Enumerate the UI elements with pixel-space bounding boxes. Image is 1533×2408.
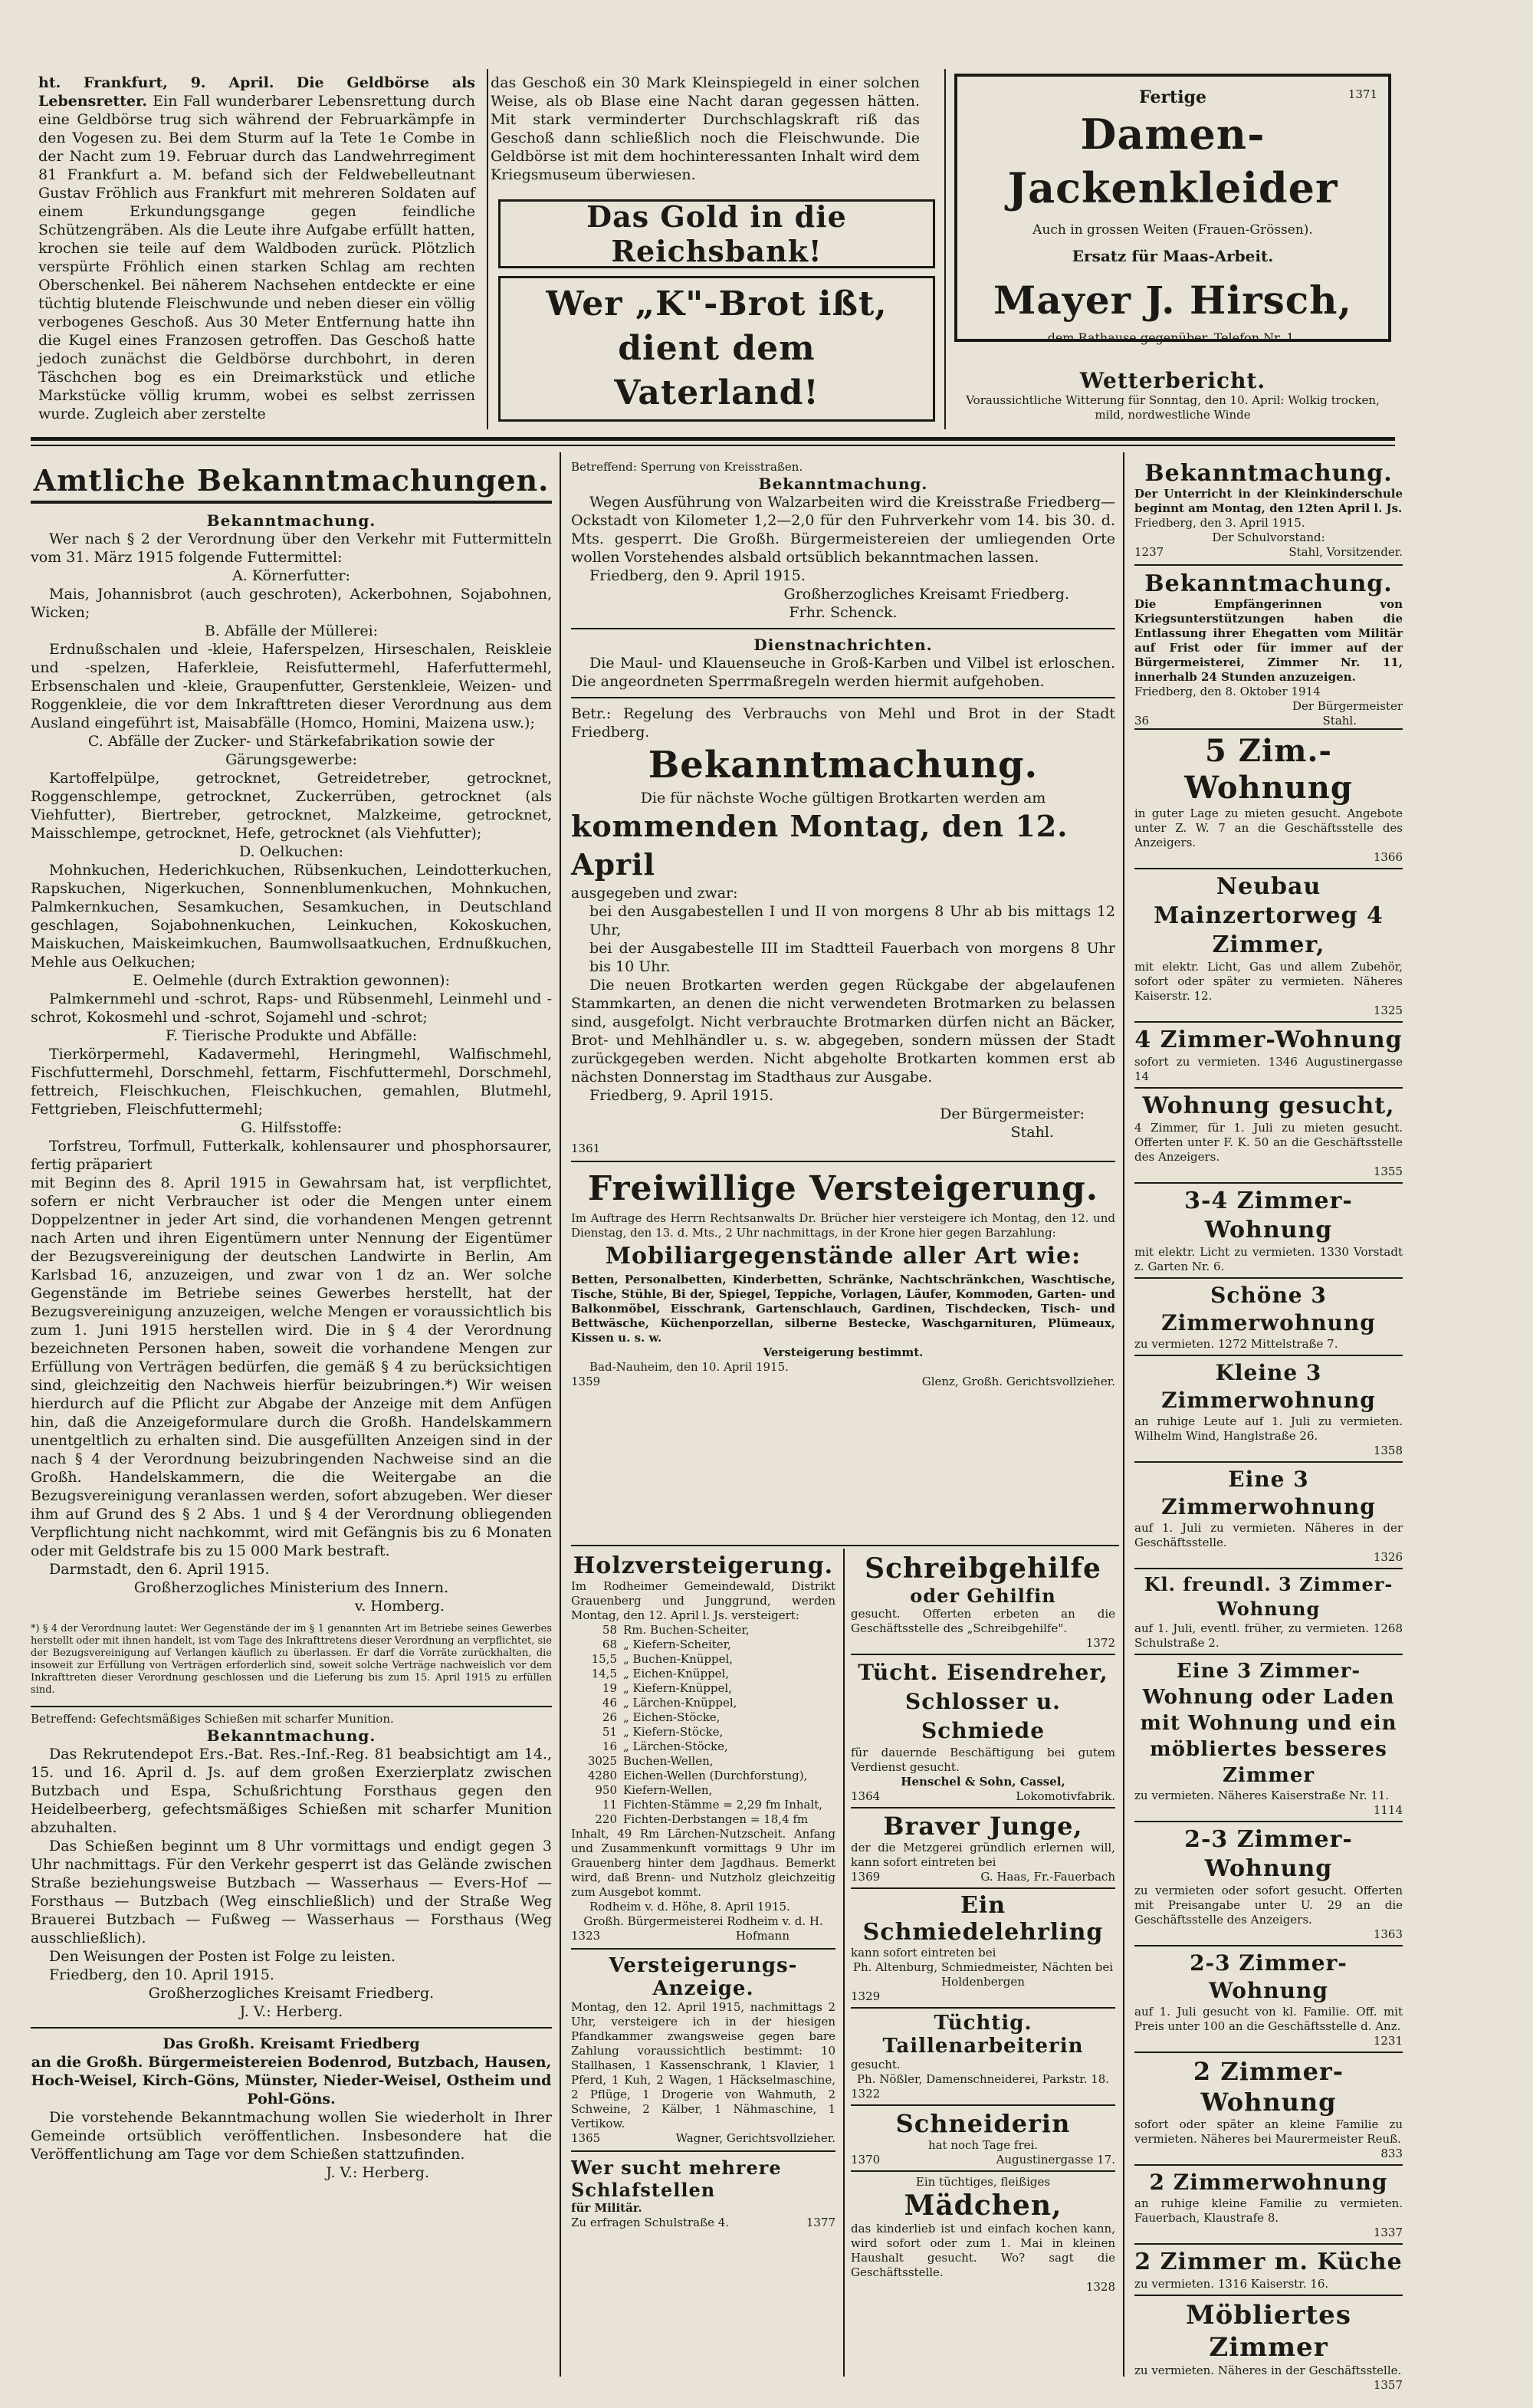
bek2-title: Bekanntmachung. xyxy=(1144,570,1393,597)
holz-column xyxy=(571,1552,835,2377)
holz-item: „ Eichen-Stöcke, xyxy=(623,1710,721,1724)
bek2-text3: Den Weisungen der Posten ist Folge zu leisten. xyxy=(49,1948,396,1965)
bek1-intro: Wer nach § 2 der Verordnung über den Verkehr mit Futtermitteln vom 31. März 1915 folgende Futtermittel: xyxy=(31,531,552,566)
bek1-place: Darmstadt, den 6. April 1915. xyxy=(49,1561,270,1578)
bek2-title: Bekanntmachung. xyxy=(206,1726,376,1745)
verst-title: Freiwillige Versteigerung. xyxy=(587,1169,1099,1208)
article-text: Ein Fall wunderbarer Lebensrettung durch eine Geldbörse trug sich während der Februarkämpfe in den Vogesen zu. Bei dem Sturm auf la Tete 1e Combe in der Nacht zum 19. Februar durch das Landwehrregiment 81 Frankfurt a. M. befand sich der Feldwebelleutnant Gustav Fröhlich aus Frankfurt mit mehreren Soldaten auf einem Erkundungsgange gegen feindliche Schützengräben. Als die Leute ihre Aufgabe erfüllt hatten, krochen sie teile auf dem Waldboden zurück. Plötzlich verspürte Fröhlich einen starken Schlag am rechten Oberschenkel. Bei näherem Nachsehen entdeckte er eine tüchtig blutende Fleischwunde und neben dieser ein völlig verbogenes Geschoß. Aus 30 Meter Entfernung hatte ihn die Kugel eines Franzosen getroffen. Das Geschoß hatte jedoch zunächst die Geldbörse durchbohrt, in deren Täschchen bog es ein Dreimarkstück und etliche Markstücke völlig krumm, wobei es selbst zerrissen wurde. Zugleich aber zerstelte xyxy=(38,93,475,422)
schmied-number: 1329 xyxy=(851,1989,881,2003)
frankfurt-article xyxy=(38,74,475,434)
divider xyxy=(851,1887,1115,1889)
classified-ad-text: zu vermieten. Näheres in der Geschäftsstelle. xyxy=(1134,2364,1402,2377)
verst-items: Betten, Personalbetten, Kinderbetten, Schränke, Nachtschränkchen, Waschtische, Tische, Stühle, Bi der, Spiegel, Teppiche, Vorlagen, Läufer, Kommoden, Garten- und Balkonmöbel, Eisschrank, Gartenschlauch, Gardinen, Tischdecken, Tisch- und Bettwäsche, Küchenporzellan, silberne Bestecke, Waschgarnituren, Plümeaux, Kissen u. s. w. xyxy=(571,1273,1115,1345)
divider xyxy=(851,1654,1115,1655)
eisen-firm: Henschel & Sohn, Cassel, xyxy=(901,1775,1065,1789)
betr2: Betr.: Regelung des Verbrauchs von Mehl und Brot in der Stadt Friedberg. xyxy=(571,705,1115,741)
bek1-name: Stahl, Vorsitzender. xyxy=(1288,545,1403,559)
classified-ad xyxy=(1134,1945,1403,2052)
bek1-title: Bekanntmachung. xyxy=(206,511,376,530)
classified-ad-title: 2-3 Zimmer-Wohnung xyxy=(1190,1950,1348,2003)
holz-quantity: 46 xyxy=(602,1696,617,1710)
holz-quantity: 14,5 xyxy=(591,1667,617,1680)
bek2-number: 1361 xyxy=(571,1142,601,1155)
holz-row xyxy=(571,1725,835,1739)
divider xyxy=(31,1706,552,1707)
article-cont-text: das Geschoß ein 30 Mark Kleinspiegeld in einer solchen Weise, als ob Blase eine Nacht daran gegessen hätten. Mit stark verminderter Durchschlagskraft riß das Geschoß dann schließlich noch die Fleischwunde. Die Geldbörse ist mit dem hochinteressanten Inhalt wird dem Kriegsmuseum überwiesen. xyxy=(491,74,920,183)
classified-ad-title: Wohnung gesucht, xyxy=(1142,1092,1395,1119)
holz-quantity: 3025 xyxy=(587,1754,617,1768)
holz-row xyxy=(571,1739,835,1754)
section-title: Amtliche Bekanntmachungen. xyxy=(31,460,552,504)
weather-title: Wetterbericht. xyxy=(1079,368,1266,393)
classified-ad xyxy=(1134,1182,1403,1277)
holz-quantity: 950 xyxy=(595,1783,617,1797)
eisen-text: für dauernde Beschäftigung bei gutem Verdienst gesucht. xyxy=(851,1746,1115,1774)
classified-ad xyxy=(1134,1821,1403,1945)
classified-ad-title: Schöne 3 Zimmerwohnung xyxy=(1161,1283,1376,1335)
junge-text: der die Metzgerei gründlich erlernen will, kann sofort eintreten bei xyxy=(851,1841,1115,1869)
holz-quantity: 4280 xyxy=(587,1769,617,1782)
divider xyxy=(571,2150,835,2152)
schlaf-number: 1377 xyxy=(806,2216,835,2229)
top-double-rule xyxy=(31,437,1395,441)
bek1-title: Bekanntmachung. xyxy=(1144,460,1393,487)
schreib-title: Schreibgehilfe xyxy=(865,1552,1101,1585)
holz-row xyxy=(571,1681,835,1696)
holz-item: Eichen-Wellen (Durchforstung), xyxy=(623,1769,808,1782)
divider xyxy=(571,628,1115,629)
ad-fertige: Fertige xyxy=(1139,87,1206,107)
classified-ad-text: an ruhige Leute auf 1. Juli zu vermieten. Wilhelm Wind, Hanglstraße 26. xyxy=(1134,1414,1403,1443)
col-divider-3 xyxy=(560,452,561,2377)
schneid-text: hat noch Tage frei. xyxy=(927,2138,1039,2152)
holz-quantity: 15,5 xyxy=(591,1652,617,1666)
holz-quantity: 11 xyxy=(602,1798,617,1812)
holz-number: 1323 xyxy=(571,1929,601,1943)
section-d-text: Mohnkuchen, Hederichkuchen, Rübsenkuchen, Leindotterkuchen, Rapskuchen, Nigerkuchen, Sonnenblumenkuchen, Mohnkuchen, Palmkernkuchen, Sesamkuchen, Sesamkuchen, in Deutschland geschlagen, Sojabohnenkuchen, Leinkuchen, Kokoskuchen, Maiskuchen, Maiskeimkuchen, Baumwollsaatkuchen, Erdnußkuchen, Mehle aus Oelkuchen; xyxy=(31,862,552,971)
schlaf-address: Zu erfragen Schulstraße 4. xyxy=(571,2216,730,2229)
holz-row xyxy=(571,1754,835,1769)
bek2-date: kommenden Montag, den 12. April xyxy=(571,809,1069,882)
bek2-name: Stahl. xyxy=(1322,714,1357,728)
bek1-place: Friedberg, den 3. April 1915. xyxy=(1134,516,1305,530)
bek1-text: Wegen Ausführung von Walzarbeiten wird die Kreisstraße Friedberg—Ockstadt von Kilometer 1,2—2,0 für den Fuhrverkehr vom 14. bis 30. d. Mts. gesperrt. Die Großh. Bürgermeistereien der umliegenden Orte wollen Vorstehendes alsbald ortsüblich bekanntmachen lassen. xyxy=(571,494,1115,566)
section-d-title: D. Oelkuchen: xyxy=(238,843,344,860)
holz-item: Rm. Buchen-Scheiter, xyxy=(623,1623,750,1637)
classified-ad xyxy=(1134,2295,1403,2396)
verst-bestimmt: Versteigerung bestimmt. xyxy=(763,1345,924,1359)
ad-subtitle: Auch in grossen Weiten (Frauen-Grössen). xyxy=(1032,222,1313,238)
classified-ad-title: 4 Zimmer-Wohnung xyxy=(1134,1027,1403,1053)
brot-slogan-box xyxy=(498,276,935,422)
classified-ad xyxy=(1134,728,1403,868)
holz-item: „ Kiefern-Scheiter, xyxy=(623,1638,731,1651)
verst2-text: Montag, den 12. April 1915, nachmittags 2 Uhr, versteigere ich in der hiesigen Pfandkammer zwangsweise gegen bare Zahlung voraussichtlich bestimmt: 10 Stallhasen, 1 Kassenschrank, 1 Klavier, 1 Pferd, 1 Kuh, 2 Wagen, 1 Häckselmaschine, 2 Pflüge, 1 Drogerie von Wahmuth, 2 Schweine, 2 Kälber, 1 Nähmaschine, 1 Vertikow. xyxy=(571,2000,835,2130)
classified-ad-title: Eine 3 Zimmerwohnung xyxy=(1161,1467,1376,1519)
classified-ad-title: Neubau Mainzertorweg 4 Zimmer, xyxy=(1154,873,1384,958)
classified-ad-text: zu vermieten. Näheres Kaiserstraße Nr. 11. xyxy=(1134,1789,1390,1802)
classified-ad-number: 1355 xyxy=(1373,1165,1403,1178)
classified-ad-title: 2-3 Zimmer-Wohnung xyxy=(1184,1826,1353,1882)
classified-ad-title: 5 Zim.-Wohnung xyxy=(1184,733,1353,806)
divider xyxy=(571,1161,1115,1162)
holz-item: „ Kiefern-Knüppel, xyxy=(623,1681,732,1695)
classified-ad xyxy=(1134,1277,1403,1355)
holz-row xyxy=(571,1652,835,1667)
hirsch-ad xyxy=(954,74,1391,345)
divider xyxy=(851,2007,1115,2009)
bek2-text2: Das Schießen beginnt um 8 Uhr vormittags und endigt gegen 3 Uhr nachmittags. Für den Verkehr gesperrt ist das Gelände zwischen Straße beziehungsweise Butzbach — Wasserhaus — Evers-Hof — Forsthaus — Butzbach (Weg einschließlich) und der Straße Weg Brauerei Butzbach — Fußweg — Wasserhaus — Forsthaus (Weg ausschließlich). xyxy=(31,1838,552,1946)
holz-text: Inhalt, 49 Rm Lärchen-Nutzscheit. Anfang und Zusammenkunft vormittags 9 Uhr im Grauenberg hinter dem Jagdhaus. Bemerkt wird, daß Brenn- und Nutzholz gleichzeitig zum Ausgebot kommt. xyxy=(571,1827,835,1899)
schlaf-text: für Militär. xyxy=(571,2201,642,2215)
section-c-title: C. Abfälle der Zucker- und Stärkefabrikation sowie der Gärungsgewerbe: xyxy=(87,733,495,768)
notices-column xyxy=(571,460,1115,1541)
holz-row xyxy=(571,1638,835,1652)
bek1-text: Der Unterricht in der Kleinkinderschule beginnt am Montag, den 12ten April l. Js. xyxy=(1134,487,1403,515)
holz-row xyxy=(571,1710,835,1725)
classified-ad-number: 833 xyxy=(1380,2147,1403,2160)
classified-ad-text: zu vermieten oder sofort gesucht. Offerten mit Preisangabe unter U. 29 an die Geschäftsstelle des Anzeigers. xyxy=(1134,1884,1403,1927)
classified-ad-title: Möbliertes Zimmer xyxy=(1186,2300,1351,2363)
classified-ad-title: 2 Zimmerwohnung xyxy=(1149,2170,1388,2195)
classified-ad-title: Eine 3 Zimmer-Wohnung oder Laden mit Wohnung und ein möbliertes besseres Zimmer xyxy=(1140,1660,1397,1787)
classified-ad xyxy=(1134,1355,1403,1461)
eisen-title: Tücht. Eisendreher, Schlosser u. Schmiede xyxy=(858,1660,1108,1743)
verst2-title: Versteigerungs-Anzeige. xyxy=(609,1954,798,2000)
schmied-firm: Ph. Altenburg, Schmiedmeister, Nächten bei Holdenbergen xyxy=(852,1960,1114,1989)
classified-ad-number: 1231 xyxy=(1373,2034,1403,2048)
holz-sign: Großh. Bürgermeisterei Rodheim v. d. H. xyxy=(583,1914,823,1928)
classified-ad xyxy=(1134,868,1403,1021)
ad-ersatz: Ersatz für Maas-Arbeit. xyxy=(1072,247,1274,265)
junge-firm: G. Haas, Fr.-Fauerbach xyxy=(980,1870,1115,1884)
classified-ad-number: 1326 xyxy=(1373,1550,1403,1564)
amtliche-column xyxy=(31,460,552,2377)
classified-ad xyxy=(1134,1461,1403,1568)
holz-item: „ Kiefern-Stöcke, xyxy=(623,1725,724,1739)
holz-row xyxy=(571,1667,835,1681)
taille-text: gesucht. xyxy=(851,2058,901,2071)
bek2-title: Bekanntmachung. xyxy=(648,744,1039,787)
holz-item: „ Buchen-Knüppel, xyxy=(623,1652,734,1666)
section-f-text: Tierkörpermehl, Kadavermehl, Heringmehl, Walfischmehl, Fischfuttermehl, Dorschmehl, fettarm, Fischfuttermehl, Dorschmehl, fettreich, Fleischkuchen, Fleischkuchen, gemahlen, Blutmehl, Fettgrieben, Fleischfuttermehl; xyxy=(31,1046,552,1118)
bek1-signature1: Großherzogliches Ministerium des Innern. xyxy=(133,1579,449,1596)
bek2-number: 36 xyxy=(1134,714,1150,728)
classified-ad xyxy=(1134,2243,1403,2295)
classified-ad-text: zu vermieten. 1316 Kaiserstr. 16. xyxy=(1134,2277,1329,2291)
madchen-intro: Ein tüchtiges, fleißiges xyxy=(915,2175,1051,2189)
classified-ad-title: 3-4 Zimmer-Wohnung xyxy=(1184,1188,1353,1243)
holz-quantity: 51 xyxy=(602,1725,617,1739)
holz-item: Buchen-Wellen, xyxy=(623,1754,714,1768)
section-c-text: Kartoffelpülpe, getrocknet, Getreidetreber, getrocknet, Roggenschlempe, getrocknet, Zuckerrüben, getrocknet (als Viehfutter), Biertreber, getrocknet, Malzkeime, getrocknet, Maisschlempe, getrocknet, Hefe, getrocknet (als Viehfutter); xyxy=(31,770,552,842)
madchen-number: 1328 xyxy=(1085,2280,1115,2294)
classifieds-column xyxy=(1134,460,1403,2392)
holz-quantity: 26 xyxy=(602,1710,617,1724)
classified-ad-number: 1325 xyxy=(1373,1004,1403,1017)
bek1-number: 1237 xyxy=(1134,545,1164,559)
bek2-sign1: Der Bürgermeister: xyxy=(940,1105,1085,1122)
classified-ad-title: Kl. freundl. 3 Zimmer-Wohnung xyxy=(1144,1573,1393,1620)
newspaper-page xyxy=(31,46,1410,2392)
dienst-title: Dienstnachrichten. xyxy=(753,636,933,654)
classified-ads xyxy=(1134,728,1403,2396)
section-a-title: A. Körnerfutter: xyxy=(232,567,350,584)
bek1-title: Bekanntmachung. xyxy=(758,475,928,493)
bek1-main-text: mit Beginn des 8. April 1915 in Gewahrsam hat, ist verpflichtet, sofern er nicht Verbraucher ist oder die Mengen unter einem Doppelzentner in jeder Art sind, die vorhandenen Mengen getrennt nach Arten und ihren Eigentümern unter Nennung der Eigentümer der Bezugsvereinigung der deutschen Landwirte in Berlin, Am Karlsbad 16, anzuzeigen, und zwar von 1 dz an. Wer solche Gegenstände im Betriebe seines Gewerbes herstellt, hat der Bezugsvereinigung anzuzeigen, welche Mengen er voraussichtlich bis zum 1. Juni 1915 herstellen wird. Die in § 4 der Verordnung bezeichneten Personen haben, soweit die vorhandene Mengen zur Erfüllung von Verträgen bedürfen, die gemäß § 4 zu berücksichtigen sind, gleichzeitig den Nachweis hierfür beizubringen.*) Wir weisen hierdurch auf die Pflicht zur Abgabe der Anzeige mit dem Anfügen hin, daß die Anzeigeformulare durch die Großh. Handelskammern unentgeltlich zu erhalten sind. Die ausgefüllten Anzeigen sind in der nach § 4 der Verordnung beizubringenden Nachweise sind an die Großh. Handelskammern, die die Weitergabe an die Bezugsvereinigung veranlassen werden, sofort abzugeben. Wer dieser ihm auf Grund des § 2 Abs. 1 und § 4 der Verordnung obliegenden Verpflichtung nicht nachkommt, wird mit Gefängnis bis zu 6 Monaten oder mit Geldstrafe bis zu 15 000 Mark bestraft. xyxy=(31,1174,552,1559)
classified-ad xyxy=(1134,1021,1403,1087)
section-e-text: Palmkernmehl und -schrot, Raps- und Rübsenmehl, Leinmehl und -schrot, Kokosmehl und -schrot, Sojamehl und -schrot; xyxy=(31,990,552,1026)
schmied-title: Ein Schmiedelehrling xyxy=(862,1892,1104,1946)
divider xyxy=(851,2170,1115,2172)
junge-title: Braver Junge, xyxy=(883,1812,1083,1841)
verst2-sign: Wagner, Gerichtsvollzieher. xyxy=(675,2131,835,2145)
holz-item: Fichten-Derbstangen = 18,4 fm xyxy=(623,1812,809,1826)
bek2-line2: bei den Ausgabestellen I und II von morgens 8 Uhr ab bis mittags 12 Uhr, xyxy=(589,903,1115,938)
bek2-place: Friedberg, den 10. April 1915. xyxy=(49,1966,274,1983)
classified-ad-text: mit elektr. Licht, Gas und allem Zubehör, sofort oder später zu vermieten. Näheres Kaiserstr. 12. xyxy=(1134,960,1403,1003)
bek2-place: Friedberg, den 8. Oktober 1914 xyxy=(1134,685,1321,698)
ad-address: dem Rathause gegenüber. Telefon Nr. 1. xyxy=(1047,330,1298,345)
bek2-line1: ausgegeben und zwar: xyxy=(571,885,738,902)
verst-place: Bad-Nauheim, den 10. April 1915. xyxy=(589,1360,789,1374)
holz-quantity: 19 xyxy=(602,1681,617,1695)
section-b-text: Erdnußschalen und -kleie, Haferspelzen, Hirseschalen, Reiskleie und -spelzen, Haferkleie, Reisfuttermehl, Haferfuttermehl, Erbsenschalen und -kleie, Graupenfutter, Gerstenkleie, Weizen- und Roggenkleie, die vor dem Inkrafttreten dieser Verordnung aus dem Ausland eingeführt ist, Maisabfälle (Homco, Homini, Maizena usw.); xyxy=(31,641,552,731)
ad-firm: Mayer J. Hirsch, xyxy=(993,278,1352,323)
divider xyxy=(1134,564,1403,566)
schmied-text: kann sofort eintreten bei xyxy=(851,1946,996,1960)
ad-title: Damen-Jackenkleider xyxy=(1007,110,1338,212)
bek2-intro: Die für nächste Woche gültigen Brotkarten werden am xyxy=(640,790,1046,806)
classified-ad-text: mit elektr. Licht zu vermieten. 1330 Vorstadt z. Garten Nr. 6. xyxy=(1134,1245,1403,1273)
schneid-address: Augustinergasse 17. xyxy=(996,2153,1115,2167)
holz-item: Kiefern-Wellen, xyxy=(623,1783,713,1797)
schreib-number: 1372 xyxy=(1085,1636,1115,1650)
classified-ad-number: 1366 xyxy=(1373,850,1403,864)
article-title: Die Geldbörse als Lebensretter. xyxy=(38,74,475,110)
top-rule-thin xyxy=(31,445,1395,446)
holz-title: Holzversteigerung. xyxy=(573,1552,834,1579)
madchen-text: das kinderlieb ist und einfach kochen kann, wird sofort oder zum 1. Mai in kleinen Haushalt gesucht. Wo? sagt die Geschäftsstelle. xyxy=(851,2222,1115,2279)
schreib-subtitle: oder Gehilfin xyxy=(910,1585,1056,1607)
taille-firm: Ph. Nößler, Damenschneiderei, Parkstr. 18. xyxy=(856,2072,1110,2086)
col-divider-5 xyxy=(843,1549,845,2377)
classified-ad-text: auf 1. Juli gesucht von kl. Familie. Off. mit Preis unter 100 an die Geschäftsstelle d. Anz. xyxy=(1134,2005,1403,2033)
classified-ad-text: zu vermieten. 1272 Mittelstraße 7. xyxy=(1134,1337,1338,1351)
classified-ad-text: an ruhige kleine Familie zu vermieten. Fauerbach, Klaustrafe 8. xyxy=(1134,2196,1403,2225)
col-divider-1 xyxy=(487,69,488,429)
schneid-number: 1370 xyxy=(851,2153,881,2167)
holz-list xyxy=(571,1623,835,1827)
section-a-text: Mais, Johannisbrot (auch geschroten), Ackerbohnen, Sojabohnen, Wicken; xyxy=(31,586,552,621)
bek2-text: Die Empfängerinnen von Kriegsunterstützungen haben die Entlassung ihrer Ehegatten vom Militär auf Frist oder für immer auf der Bürgermeisterei, Zimmer Nr. 11, innerhalb 24 Stunden anzuzeigen. xyxy=(1134,597,1403,684)
holz-name: Hofmann xyxy=(735,1929,789,1943)
bek2-text: Die neuen Brotkarten werden gegen Rückgabe der abgelaufenen Stammkarten, an denen die nicht verwendeten Brotmarken zu belassen sind, ausgefolgt. Nicht verbrauchte Brotmarken dürfen nicht an Bäcker, Brot- und Mehlhändler u. s. w. abgegeben, sondern müssen der Stadt zurückgegeben werden. Nicht abgeholte Brotkarten kommen erst ab nächsten Donnerstag im Stadthaus zur Ausgabe. xyxy=(571,977,1115,1086)
verst-intro: Im Auftrage des Herrn Rechtsanwalts Dr. Brücher hier versteigere ich Montag, den 12. und Dienstag, den 13. d. Mts., 2 Uhr nachmittags, in der Krone hier gegen Barzahlung: xyxy=(571,1211,1115,1240)
holz-row xyxy=(571,1769,835,1783)
bek2-signature2: J. V.: Herberg. xyxy=(239,2003,343,2020)
bek3-text: Die vorstehende Bekanntmachung wollen Sie wiederholt in Ihrer Gemeinde ortsüblich veröffentlichen. Insbesondere hat die Veröffentlichung am Tage vor dem Schießen stattzufinden. xyxy=(31,2109,552,2163)
bek3-head2: an die Großh. Bürgermeistereien Bodenrod, Butzbach, Hausen, Hoch-Weisel, Kirch-Göns, Münster, Nieder-Weisel, Ostheim und Pohl-Göns. xyxy=(31,2054,552,2107)
divider xyxy=(571,1948,835,1950)
col-divider-2 xyxy=(944,69,946,429)
classified-ad-text: auf 1. Juli zu vermieten. Näheres in der Geschäftsstelle. xyxy=(1134,1521,1403,1549)
classified-ad xyxy=(1134,1087,1403,1182)
holz-quantity: 58 xyxy=(602,1623,617,1637)
classified-ad-text: sofort zu vermieten. 1346 Augustinergasse 14 xyxy=(1134,1055,1403,1083)
frankfurt-article-cont xyxy=(491,74,920,189)
holz-item: „ Lärchen-Knüppel, xyxy=(623,1696,737,1710)
weather-text: Voraussichtliche Witterung für Sonntag, den 10. April: Wolkig trocken, mild, nordwestliche Winde xyxy=(966,393,1380,422)
classified-ad xyxy=(1134,2052,1403,2164)
holz-quantity: 68 xyxy=(602,1638,617,1651)
section-g-text: Torfstreu, Torfmull, Futterkalk, kohlensaurer und phosphorsaurer, fertig präpariert xyxy=(31,1138,552,1173)
bek2-betreff: Betreffend: Gefechtsmäßiges Schießen mit scharfer Munition. xyxy=(31,1712,394,1726)
classified-ad-title: 2 Zimmer-Wohnung xyxy=(1193,2057,1344,2117)
holz-place: Rodheim v. d. Höhe, 8. April 1915. xyxy=(589,1900,790,1914)
bek2-text1: Das Rekrutendepot Ers.-Bat. Res.-Inf.-Reg. 81 beabsichtigt am 14., 15. und 16. April d. Js. auf dem großen Exerzierplatz zwischen Butzbach und Espa, Schußrichtung Forsthaus gegen den Heidelbeerberg, gefechtsmäßiges Schießen mit scharfer Munition abzuhalten. xyxy=(31,1746,552,1836)
holz-row xyxy=(571,1798,835,1812)
classified-ad-text: in guter Lage zu mieten gesucht. Angebote unter Z. W. 7 an die Geschäftsstelle des Anzeigers. xyxy=(1134,806,1403,849)
jobs-column xyxy=(851,1552,1115,2377)
schlaf-title: Wer sucht mehrere Schlafstellen xyxy=(571,2157,782,2201)
schneid-title: Schneiderin xyxy=(895,2109,1071,2138)
classified-ad xyxy=(1134,2164,1403,2243)
divider xyxy=(571,697,1115,698)
divider xyxy=(31,2027,552,2029)
bek1-sign1: Großherzogliches Kreisamt Friedberg. xyxy=(783,586,1069,603)
classified-ad-number: 1357 xyxy=(1373,2378,1403,2392)
taille-title: Tüchtig. Taillenarbeiterin xyxy=(882,2012,1084,2058)
col-divider-4 xyxy=(1123,452,1124,2377)
holz-item: Fichten-Stämme = 2,29 fm Inhalt, xyxy=(623,1798,823,1812)
bek2-place: Friedberg, 9. April 1915. xyxy=(589,1087,774,1104)
bek2-signature1: Großherzogliches Kreisamt Friedberg. xyxy=(148,1985,435,2002)
section-f-title: F. Tierische Produkte und Abfälle: xyxy=(165,1027,418,1044)
holz-row xyxy=(571,1623,835,1638)
classified-ad-text: 4 Zimmer, für 1. Juli zu mieten gesucht. Offerten unter F. K. 50 an die Geschäftsstelle des Anzeigers. xyxy=(1134,1121,1403,1164)
footnote: *) § 4 der Verordnung lautet: Wer Gegenstände der im § 1 genannten Art im Betriebe seines Gewerbes herstellt oder mit ihnen handelt, ist vom Tage des Inkrafttretens dieser Verordnung an verpflichtet, sie der Bezugsvereinigung auf Verlangen käuflich zu überlassen. Er darf die Vorräte zurückhalten, die insoweit zur Erfüllung von Verträgen erforderlich sind, soweit solche Verträge nachweislich vor dem Inkrafttreten dieser Verordnung geschlossen und die Lieferung bis zum 15. April 1915 zu erfüllen sind. xyxy=(31,1623,552,1696)
divider xyxy=(851,1807,1115,1808)
bek2-line3: bei der Ausgabestelle III im Stadtteil Fauerbach von morgens 8 Uhr bis 10 Uhr. xyxy=(589,940,1115,975)
betr1: Betreffend: Sperrung von Kreisstraßen. xyxy=(571,460,803,474)
section-b-title: B. Abfälle der Müllerei: xyxy=(204,623,379,639)
classified-ad-text: sofort oder später an kleine Familie zu vermieten. Näheres bei Maurermeister Reuß. xyxy=(1134,2117,1403,2146)
brot-slogan: Wer „K"-Brot ißt, dient dem Vaterland! xyxy=(546,284,888,412)
holz-intro: Im Rodheimer Gemeindewald, Distrikt Grauenberg und Junggrund, werden Montag, den 12. April l. Js. versteigert: xyxy=(571,1579,835,1622)
weather-report xyxy=(954,368,1391,429)
classified-ad-number: 1337 xyxy=(1373,2226,1403,2239)
holz-quantity: 16 xyxy=(602,1739,617,1753)
bek1-sign: Der Schulvorstand: xyxy=(1212,531,1325,544)
verst-big: Mobiliargegenstände aller Art wie: xyxy=(605,1243,1082,1270)
section-g-title: G. Hilfsstoffe: xyxy=(240,1119,343,1136)
schreib-text: gesucht. Offerten erbeten an die Geschäftsstelle des „Schreibgehilfe". xyxy=(851,1607,1115,1635)
junge-number: 1369 xyxy=(851,1870,881,1884)
col2-bottom-rule xyxy=(571,1545,1119,1546)
holz-item: „ Eichen-Knüppel, xyxy=(623,1667,730,1680)
classified-ad-title: 2 Zimmer m. Küche xyxy=(1134,2249,1403,2275)
eisen-subtitle: Lokomotivfabrik. xyxy=(1016,1789,1115,1803)
bek3-head1: Das Großh. Kreisamt Friedberg xyxy=(162,2035,420,2052)
madchen-title: Mädchen, xyxy=(904,2190,1062,2222)
holz-row xyxy=(571,1696,835,1710)
classified-ad xyxy=(1134,1568,1403,1654)
bek2-sign: Der Bürgermeister xyxy=(1292,699,1403,713)
verst-number: 1359 xyxy=(571,1375,601,1388)
dienst-text: Die Maul- und Klauenseuche in Groß-Karben und Vilbel ist erloschen. Die angeordneten Sperrmaßregeln werden hiermit aufgehoben. xyxy=(571,655,1115,690)
bek2-sign2: Stahl. xyxy=(1010,1124,1054,1141)
bek1-signature2: v. Homberg. xyxy=(354,1598,445,1615)
bek1-place: Friedberg, den 9. April 1915. xyxy=(589,567,806,584)
classified-ad-number: 1363 xyxy=(1373,1927,1403,1941)
eisen-number: 1364 xyxy=(851,1789,881,1803)
verst-sign: Glenz, Großh. Gerichtsvollzieher. xyxy=(921,1375,1115,1388)
holz-item: „ Lärchen-Stöcke, xyxy=(623,1739,728,1753)
holz-row xyxy=(571,1783,835,1798)
classified-ad-text: auf 1. Juli, eventl. früher, zu vermieten. 1268 Schulstraße 2. xyxy=(1134,1621,1403,1650)
classified-ad-title: Kleine 3 Zimmerwohnung xyxy=(1161,1360,1376,1413)
verst2-number: 1365 xyxy=(571,2131,601,2145)
dateline: ht. Frankfurt, 9. April. xyxy=(38,74,274,91)
classified-ad-number: 1114 xyxy=(1373,1803,1403,1817)
divider xyxy=(851,2104,1115,2106)
holz-quantity: 220 xyxy=(595,1812,617,1826)
classified-ad-number: 1358 xyxy=(1373,1444,1403,1457)
gold-slogan: Das Gold in die Reichsbank! xyxy=(586,199,847,268)
bek3-signature: J. V.: Herberg. xyxy=(326,2164,429,2181)
gold-slogan-box xyxy=(498,199,935,268)
section-e-title: E. Oelmehle (durch Extraktion gewonnen): xyxy=(133,972,450,989)
taille-number: 1322 xyxy=(851,2087,881,2101)
bek1-sign2: Frhr. Schenck. xyxy=(789,604,898,621)
ad-number: 1371 xyxy=(1348,87,1377,101)
classified-ad xyxy=(1134,1654,1403,1821)
holz-row xyxy=(571,1812,835,1827)
